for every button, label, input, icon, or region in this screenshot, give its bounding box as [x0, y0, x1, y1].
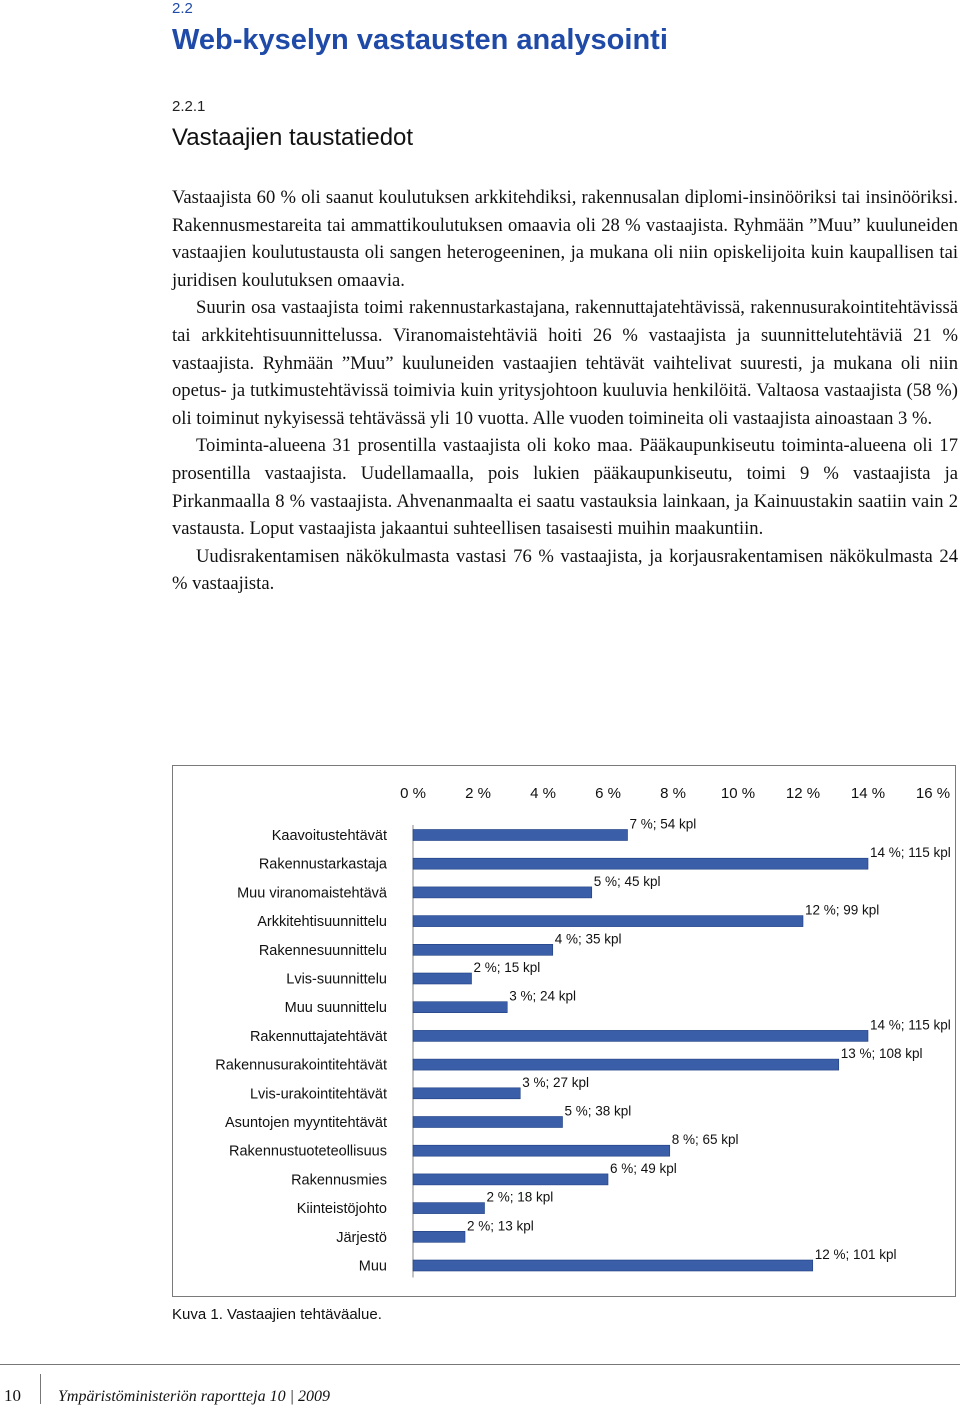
data-label: 8 %; 65 kpl: [671, 1132, 739, 1148]
x-tick-label: 14 %: [850, 785, 886, 802]
paragraph-perspective: Uudisrakentamisen näkökulmasta vastasi 76 % vastaajista, ja korjausrakentamisen näkökulmasta 24 % vastaajista.: [172, 545, 958, 595]
subsection-title: Vastaajien taustatiedot: [172, 124, 414, 151]
x-tick-label: 10 %: [720, 785, 756, 802]
data-label: 12 %; 101 kpl: [814, 1247, 897, 1262]
category-label: Kiinteistöjohto: [296, 1201, 387, 1218]
bar: [413, 944, 553, 955]
paragraph-roles: Suurin osa vastaajista toimi rakennustarkastajana, rakennuttajatehtävissä, rakennusurakointitehtävissä tai arkkitehtisuunnittelussa. Viranomaistehtäviä hoiti 26 % vastaajista ja suunnittelutehtäviä 21 % vastaajista. Ryhmään ”Muu” kuuluneiden vastaajien tehtävät vaihtelivat suuresti, ja mukana oli niin opetus- ja tutkimustehtävissä toimivia kuin yritysjohtoon kuuluvia henkilöitä. Valtaosa vastaajista (58 %) oli toiminut nykyisessä tehtävässä yli 10 vuotta. Alle vuoden toimineita oli vastaajista ainoastaan 3 %.: [172, 297, 958, 429]
data-label: 6 %; 49 kpl: [610, 1160, 677, 1176]
bar: [413, 1117, 563, 1128]
page-number: 10: [4, 1386, 21, 1405]
data-label: 13 %; 108 kpl: [840, 1046, 923, 1062]
data-label: 2 %; 15 kpl: [473, 960, 541, 975]
data-label: 2 %; 18 kpl: [486, 1189, 554, 1205]
data-label: 12 %; 99 kpl: [805, 902, 880, 918]
category-label: Kaavoitustehtävät: [271, 828, 387, 844]
body-text: [172, 184, 958, 598]
x-tick-label: 8 %: [660, 785, 686, 802]
x-tick-label: 2 %: [465, 785, 491, 802]
bar: [413, 830, 628, 841]
role-bar-chart: [173, 766, 955, 1296]
footer-rule: [0, 1364, 960, 1365]
category-label: Rakennesuunnittelu: [258, 942, 387, 959]
data-label: 3 %; 24 kpl: [509, 988, 577, 1004]
category-label: Asuntojen myyntitehtävät: [224, 1115, 387, 1131]
bar: [413, 887, 592, 898]
category-label: Lvis-suunnittelu: [286, 971, 387, 988]
x-tick-label: 4 %: [530, 785, 556, 802]
data-label: 3 %; 27 kpl: [522, 1074, 590, 1090]
bar: [413, 973, 472, 984]
footer-divider: [40, 1374, 41, 1404]
section-title: Web-kyselyn vastausten analysointi: [172, 24, 668, 56]
category-label: Arkkitehtisuunnittelu: [257, 914, 387, 931]
data-label: 14 %; 115 kpl: [870, 845, 951, 861]
category-label: Muu suunnittelu: [284, 1000, 387, 1017]
x-tick-label: 0 %: [400, 785, 426, 802]
x-tick-label: 12 %: [785, 785, 821, 802]
category-label: Muu: [358, 1258, 387, 1275]
data-label: 7 %; 54 kpl: [629, 816, 697, 832]
category-label: Rakennusurakointitehtävät: [215, 1057, 387, 1074]
category-label: Lvis-urakointitehtävät: [249, 1086, 387, 1103]
x-tick-label: 6 %: [595, 785, 621, 802]
bar: [413, 1145, 670, 1156]
bar: [413, 1174, 608, 1185]
bar: [413, 1088, 520, 1099]
category-label: Rakennuttajatehtävät: [249, 1028, 387, 1045]
data-label: 4 %; 35 kpl: [554, 931, 622, 947]
data-label: 14 %; 115 kpl: [870, 1017, 951, 1033]
subsection-number: 2.2.1: [172, 98, 206, 115]
bar: [413, 1203, 485, 1214]
data-label: 5 %; 38 kpl: [564, 1103, 632, 1119]
paragraph-education: Vastaajista 60 % oli saanut koulutuksen arkkitehdiksi, rakennusalan diplomi-insinööriksi tai insinööriksi. Rakennusmestareita tai ammattikoulutuksen omaavia oli 28 % vastaajista. Ryhmään ”Muu” kuuluneiden vastaajien koulutustausta oli sangen heterogeeninen, ja mukana oli niin opiskelijoita kuin kaupallisen tai juridisen koulutuksen omaavia.: [172, 187, 958, 291]
x-tick-label: 16 %: [915, 785, 951, 802]
paragraph-region: Toiminta-alueena 31 prosentilla vastaajista oli koko maa. Pääkaupunkiseutu toiminta-alueena oli 17 prosentilla vastaajista. Uudellamaalla, pois lukien pääkaupunkiseutu, toimi 9 % vastaajista ja Pirkanmaalla 8 % vastaajista. Ahvenanmaalta ei saatu vastauksia lainkaan, ja Kainuustakin saatiin vain 2 vastausta. Loput vastaajista jakaantui suhteellisen tasaisesti muihin maakuntiin.: [172, 435, 958, 540]
data-label: 2 %; 13 kpl: [467, 1218, 534, 1234]
section-number: 2.2: [172, 0, 193, 17]
bar: [413, 1002, 507, 1013]
category-label: Rakennusmies: [291, 1172, 387, 1189]
publication-name: Ympäristöministeriön raportteja 10 | 2009: [58, 1388, 330, 1405]
figure-caption: Kuva 1. Vastaajien tehtäväalue.: [172, 1306, 382, 1323]
chart-frame: [172, 765, 956, 1297]
category-label: Rakennustuoteteollisuus: [229, 1143, 387, 1160]
bar: [413, 1059, 839, 1070]
bar: [413, 1260, 813, 1271]
bar: [413, 1030, 868, 1041]
category-label: Rakennustarkastaja: [258, 856, 387, 873]
data-label: 5 %; 45 kpl: [593, 873, 661, 889]
bar: [413, 1231, 465, 1242]
bar: [413, 916, 803, 927]
category-label: Muu viranomaistehtävä: [237, 885, 387, 902]
bar: [413, 858, 868, 869]
category-label: Järjestö: [336, 1229, 387, 1246]
